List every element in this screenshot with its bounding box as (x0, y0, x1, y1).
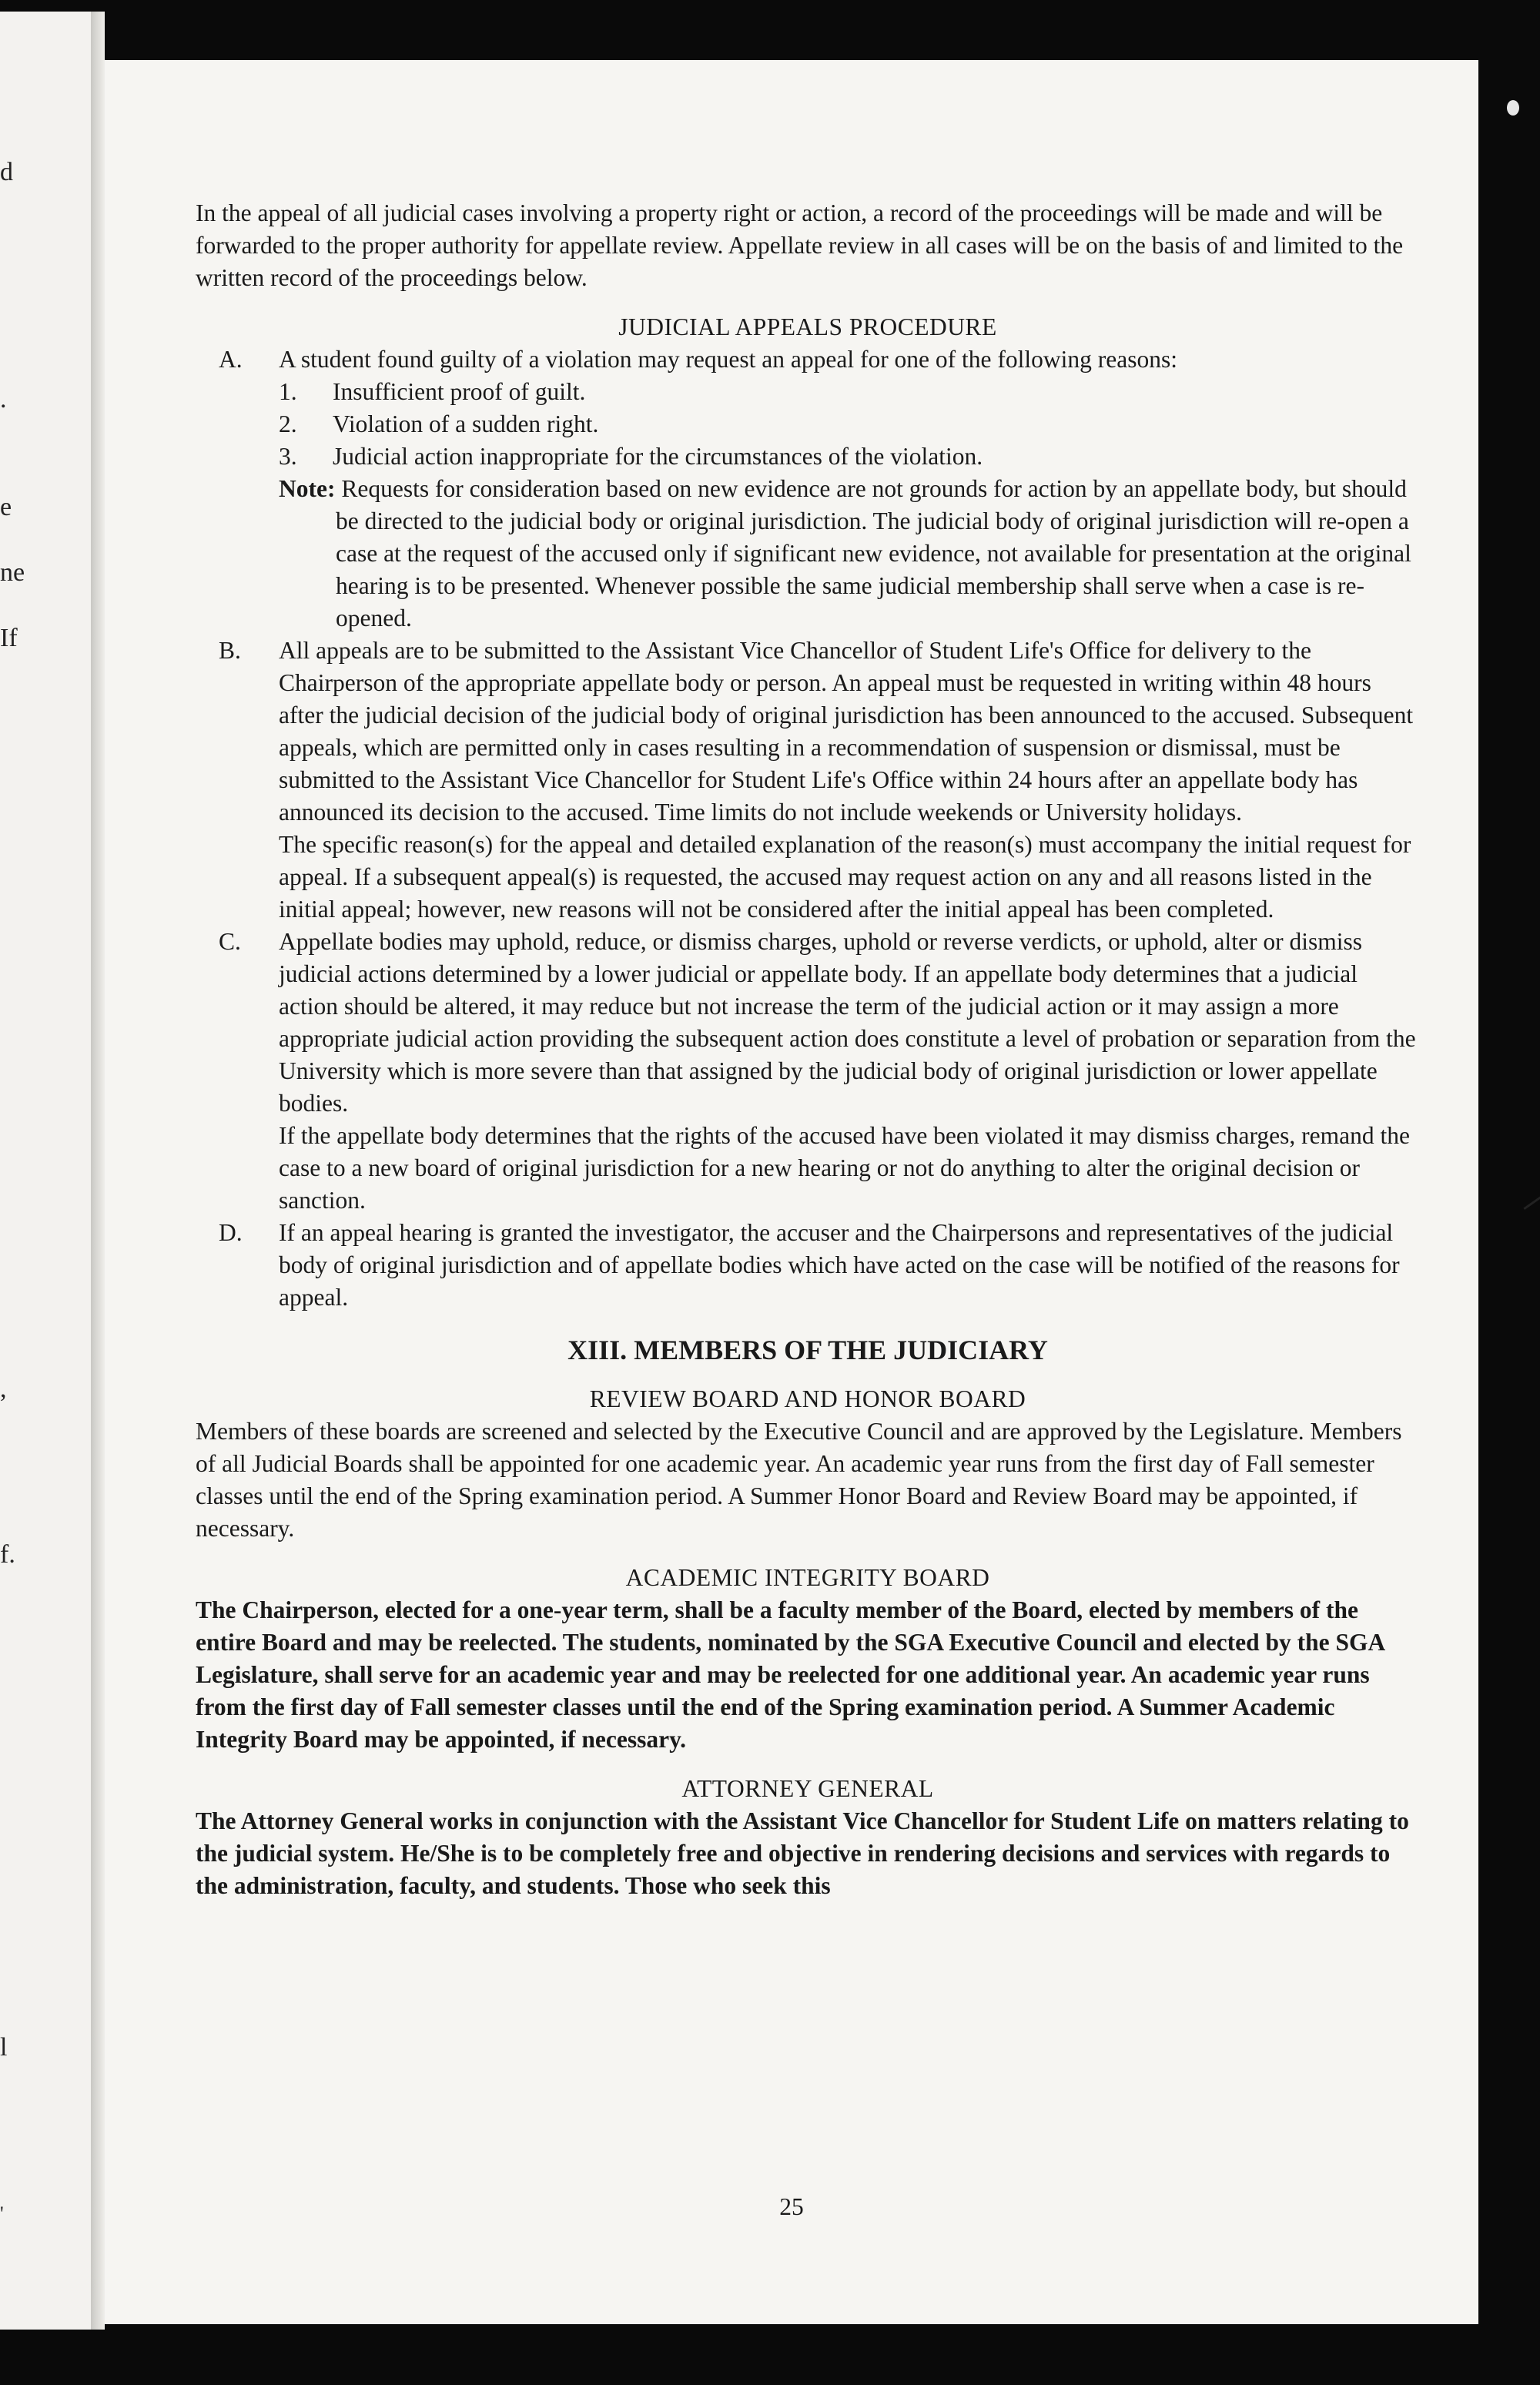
page-content (196, 197, 1420, 1902)
item-d (196, 1217, 1420, 1314)
item-a-text: A student found guilty of a violation may request an appeal for one of the following reasons: (279, 346, 1177, 373)
note-paragraph (196, 473, 1420, 635)
item-c-text: Appellate bodies may uphold, reduce, or dismiss charges, uphold or reverse verdicts, or uphold, alter or dismiss judicial actions determined by a lower judicial or appellate body. If an appellate body determines that a judicial action should be altered, it may reduce but not increase the term of the judicial action or it may assign a more appropriate judicial action providing the subsequent action does constitute a level of probation or separation from the University which is more severe than that assigned by the judicial body of original jurisdiction or lower appellate bodies. (279, 928, 1416, 1117)
reason-text: Violation of a sudden right. (333, 410, 599, 437)
review-board-text: Members of these boards are screened and selected by the Executive Council and are approved by the Legislature. Members of all Judicial Boards shall be appointed for one academic year. An academic year runs from the first day of Fall semester classes until the end of the Spring examination period. A Summer Honor Board and Review Board may be appointed, if necessary. (196, 1418, 1402, 1542)
facing-page (0, 12, 91, 2330)
reason-item (196, 440, 1420, 473)
item-a-label: A. (219, 346, 243, 373)
intro-paragraph: In the appeal of all judicial cases involving a property right or action, a record of the proceedings will be made and will be forwarded to the proper authority for appellate review. Appellate review in all cases will be on the basis of and limited to the written record of the proceedings below. (196, 199, 1404, 291)
margin-fragment: , (0, 1375, 7, 1403)
margin-fragment: ne (0, 558, 25, 587)
attorney-general-text: The Attorney General works in conjunction with the Assistant Vice Chancellor for Student Life on matters relating to the judicial system. He/She is to be completely free and objective in rendering decisions and services with regards to the administration, faculty, and students. Those who seek this (196, 1807, 1409, 1899)
item-b-text: All appeals are to be submitted to the Assistant Vice Chancellor of Student Life's Office for delivery to the Chairperson of the appropriate appellate body or person. An appeal must be requested in writing within 48 hours after the judicial decision of the judicial body of original jurisdiction has been announced to the accused. Subsequent appeals, which are permitted only in cases resulting in a recommendation of suspension or dismissal, must be submitted to the Assistant Vice Chancellor for Student Life's Office within 24 hours after an appellate body has announced its decision to the accused. Time limits do not include weekends or University holidays. (279, 637, 1414, 826)
review-board-heading: REVIEW BOARD AND HONOR BOARD (589, 1385, 1026, 1412)
judicial-appeals-heading: JUDICIAL APPEALS PROCEDURE (618, 313, 997, 340)
margin-fragment: e (0, 493, 12, 521)
item-c (196, 926, 1420, 1120)
margin-fragment: d (0, 158, 13, 186)
reason-number: 2. (279, 410, 297, 437)
margin-fragment: f. (0, 1540, 15, 1569)
book-spine (91, 12, 105, 2330)
item-b-label: B. (219, 637, 241, 664)
academic-integrity-text: The Chairperson, elected for a one-year term, shall be a faculty member of the Board, elected by members of the entire Board and may be reelected. The students, nominated by the SGA Executive Council and elected by the SGA Legislature, shall serve for an academic year and may be reelected for one additional year. An academic year runs from the first day of Fall semester classes until the end of the Spring examination period. A Summer Academic Integrity Board may be appointed, if necessary. (196, 1596, 1384, 1753)
scan-dot (1507, 100, 1519, 116)
item-b (196, 635, 1420, 829)
pen-mark (1523, 1192, 1540, 1210)
item-d-text: If an appeal hearing is granted the investigator, the accuser and the Chairpersons and representatives of the judicial body of original jurisdiction and of appellate bodies which have acted on the case will be notified of the reasons for appeal. (279, 1219, 1400, 1311)
reason-number: 3. (279, 443, 297, 470)
margin-fragment: If (0, 624, 18, 652)
reason-number: 1. (279, 378, 297, 405)
document-page (105, 60, 1478, 2324)
margin-fragment: ' (0, 2202, 4, 2225)
attorney-general-heading: ATTORNEY GENERAL (681, 1775, 934, 1802)
note-label: Note: (279, 475, 336, 502)
reason-text: Insufficient proof of guilt. (333, 378, 586, 405)
margin-fragment: l (0, 2033, 8, 2062)
item-a (196, 343, 1420, 376)
academic-integrity-heading: ACADEMIC INTEGRITY BOARD (625, 1564, 990, 1591)
item-c-label: C. (219, 928, 241, 955)
section-title: XIII. MEMBERS OF THE JUDICIARY (567, 1335, 1048, 1365)
note-text: Requests for consideration based on new evidence are not grounds for action by an appellate body, but should be directed to the judicial body or original jurisdiction. The judicial body of original jurisdiction will re-open a case at the request of the accused only if significant new evidence, not available for presentation at the original hearing is to be presented. Whenever possible the same judicial membership shall serve when a case is re-opened. (336, 475, 1411, 631)
item-c-text-2: If the appellate body determines that the rights of the accused have been violated it may dismiss charges, remand the case to a new board of original jurisdiction for a new hearing or not do anything to alter the original decision or sanction. (279, 1122, 1410, 1214)
item-b-text-2: The specific reason(s) for the appeal and detailed explanation of the reason(s) must accompany the initial request for appeal. If a subsequent appeal(s) is requested, the accused may request action on any and all reasons listed in the initial appeal; however, new reasons will not be considered after the initial appeal has been completed. (279, 831, 1411, 923)
reason-text: Judicial action inappropriate for the circumstances of the violation. (333, 443, 983, 470)
item-d-label: D. (219, 1219, 243, 1246)
reason-item (196, 376, 1420, 408)
page-number: 25 (779, 2193, 804, 2220)
reason-item (196, 408, 1420, 440)
margin-fragment: . (0, 385, 7, 414)
